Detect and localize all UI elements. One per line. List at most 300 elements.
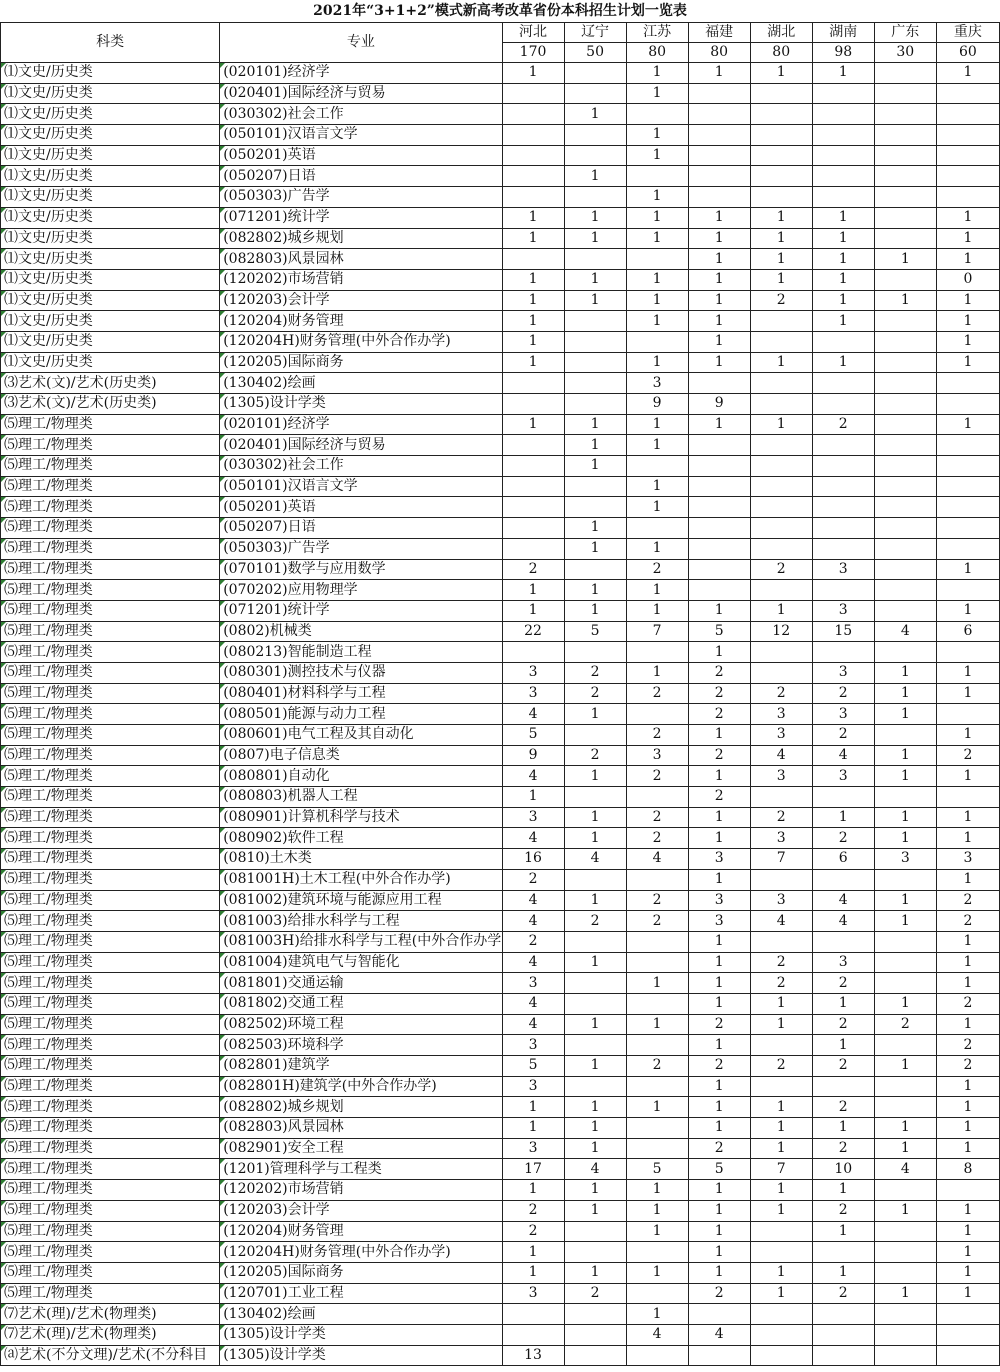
quota-cell <box>750 187 812 208</box>
quota-cell: 1 <box>688 352 750 373</box>
table-row <box>1 1159 1000 1180</box>
quota-cell: 2 <box>502 1221 564 1242</box>
quota-cell <box>688 125 750 146</box>
quota-cell <box>564 642 626 663</box>
major-cell: (1201)管理科学与工程类 <box>220 1159 502 1180</box>
quota-cell: 1 <box>874 1118 936 1139</box>
quota-cell: 1 <box>750 207 812 228</box>
table-row <box>1 1242 1000 1263</box>
table-row <box>1 518 1000 539</box>
table-row <box>1 63 1000 84</box>
quota-cell: 1 <box>936 1014 999 1035</box>
quota-cell: 1 <box>688 269 750 290</box>
quota-cell: 1 <box>688 766 750 787</box>
quota-cell: 1 <box>564 704 626 725</box>
table-row <box>1 559 1000 580</box>
quota-cell: 1 <box>626 414 688 435</box>
table-row <box>1 993 1000 1014</box>
quota-cell: 1 <box>564 1200 626 1221</box>
category-cell: ⑸理工/物理类 <box>1 973 220 994</box>
quota-cell: 1 <box>688 207 750 228</box>
category-cell: ⑶艺术(文)/艺术(历史类) <box>1 394 220 415</box>
major-cell: (030302)社会工作 <box>220 104 502 125</box>
table-row <box>1 1324 1000 1345</box>
quota-cell: 2 <box>936 1056 999 1077</box>
province-total: 80 <box>750 43 812 63</box>
quota-cell: 1 <box>936 1242 999 1263</box>
quota-cell: 6 <box>936 621 999 642</box>
category-cell: ⑸理工/物理类 <box>1 931 220 952</box>
quota-cell <box>874 352 936 373</box>
quota-cell: 9 <box>502 745 564 766</box>
quota-cell <box>502 373 564 394</box>
quota-cell <box>936 435 999 456</box>
category-cell: ⑸理工/物理类 <box>1 952 220 973</box>
quota-cell <box>626 166 688 187</box>
quota-cell <box>564 869 626 890</box>
quota-cell: 2 <box>564 745 626 766</box>
quota-cell: 1 <box>564 538 626 559</box>
quota-cell <box>688 559 750 580</box>
quota-cell <box>936 538 999 559</box>
category-cell: ⑸理工/物理类 <box>1 497 220 518</box>
province-header: 江苏 <box>626 23 688 43</box>
quota-cell <box>812 1076 874 1097</box>
major-cell: (082801H)建筑学(中外合作办学) <box>220 1076 502 1097</box>
major-cell: (081802)交通工程 <box>220 993 502 1014</box>
quota-cell: 1 <box>688 1097 750 1118</box>
quota-cell: 1 <box>564 207 626 228</box>
major-cell: (050207)日语 <box>220 166 502 187</box>
quota-cell: 3 <box>502 1035 564 1056</box>
major-cell: (070101)数学与应用数学 <box>220 559 502 580</box>
quota-cell <box>502 1304 564 1325</box>
quota-cell: 1 <box>812 249 874 270</box>
category-cell: ⑺艺术(理)/艺术(物理类) <box>1 1304 220 1325</box>
quota-cell <box>688 435 750 456</box>
quota-cell: 12 <box>750 621 812 642</box>
quota-cell: 2 <box>688 1283 750 1304</box>
quota-cell: 3 <box>750 725 812 746</box>
quota-cell: 3 <box>688 849 750 870</box>
table-row <box>1 621 1000 642</box>
quota-cell: 2 <box>812 1200 874 1221</box>
quota-cell <box>564 83 626 104</box>
province-total: 80 <box>688 43 750 63</box>
quota-cell: 1 <box>564 952 626 973</box>
table-row <box>1 538 1000 559</box>
quota-cell: 4 <box>874 621 936 642</box>
quota-cell: 1 <box>688 600 750 621</box>
quota-cell: 2 <box>812 973 874 994</box>
quota-cell <box>874 1242 936 1263</box>
province-header: 福建 <box>688 23 750 43</box>
quota-cell <box>626 104 688 125</box>
quota-cell <box>688 518 750 539</box>
quota-cell <box>874 580 936 601</box>
quota-cell: 1 <box>812 1221 874 1242</box>
table-row <box>1 373 1000 394</box>
quota-cell <box>502 125 564 146</box>
quota-cell <box>812 642 874 663</box>
quota-cell <box>750 456 812 477</box>
quota-cell: 3 <box>750 766 812 787</box>
quota-cell: 1 <box>564 600 626 621</box>
quota-cell <box>812 931 874 952</box>
quota-cell <box>750 373 812 394</box>
major-cell: (120204)财务管理 <box>220 1221 502 1242</box>
quota-cell <box>750 435 812 456</box>
quota-cell: 2 <box>812 725 874 746</box>
quota-cell: 3 <box>502 662 564 683</box>
quota-cell: 1 <box>626 125 688 146</box>
table-row <box>1 1138 1000 1159</box>
table-row <box>1 1076 1000 1097</box>
quota-cell <box>874 63 936 84</box>
quota-cell: 3 <box>812 559 874 580</box>
quota-cell: 3 <box>502 1076 564 1097</box>
quota-cell: 2 <box>750 1056 812 1077</box>
quota-cell: 1 <box>688 1221 750 1242</box>
quota-cell <box>936 104 999 125</box>
quota-cell: 1 <box>564 518 626 539</box>
quota-cell: 5 <box>502 725 564 746</box>
quota-cell: 1 <box>688 290 750 311</box>
quota-cell: 2 <box>812 1283 874 1304</box>
category-cell: ⑴文史/历史类 <box>1 166 220 187</box>
quota-cell <box>564 931 626 952</box>
quota-cell: 1 <box>626 228 688 249</box>
table-row <box>1 1221 1000 1242</box>
quota-cell: 1 <box>626 580 688 601</box>
quota-cell <box>750 1324 812 1345</box>
category-cell: ⑸理工/物理类 <box>1 662 220 683</box>
quota-cell: 1 <box>688 807 750 828</box>
table-row <box>1 1097 1000 1118</box>
quota-cell: 1 <box>812 269 874 290</box>
quota-cell: 1 <box>564 1262 626 1283</box>
table-row <box>1 869 1000 890</box>
quota-cell: 7 <box>626 621 688 642</box>
quota-cell: 17 <box>502 1159 564 1180</box>
quota-cell <box>874 476 936 497</box>
quota-cell: 4 <box>874 1159 936 1180</box>
quota-cell <box>936 787 999 808</box>
quota-cell: 2 <box>688 683 750 704</box>
quota-cell: 1 <box>626 145 688 166</box>
quota-cell: 16 <box>502 849 564 870</box>
quota-cell <box>688 456 750 477</box>
quota-cell <box>874 538 936 559</box>
quota-cell <box>502 145 564 166</box>
table-row <box>1 890 1000 911</box>
quota-cell <box>874 269 936 290</box>
table-row <box>1 207 1000 228</box>
quota-cell <box>750 83 812 104</box>
category-cell: ⑸理工/物理类 <box>1 435 220 456</box>
major-cell: (0802)机械类 <box>220 621 502 642</box>
quota-cell: 1 <box>626 1304 688 1325</box>
quota-cell: 1 <box>750 1014 812 1035</box>
quota-cell: 1 <box>936 1262 999 1283</box>
quota-cell <box>564 394 626 415</box>
quota-cell <box>936 394 999 415</box>
quota-cell: 4 <box>750 745 812 766</box>
quota-cell <box>626 869 688 890</box>
major-cell: (120203)会计学 <box>220 1200 502 1221</box>
quota-cell <box>936 1324 999 1345</box>
quota-cell: 1 <box>626 538 688 559</box>
quota-cell <box>750 538 812 559</box>
table-row <box>1 600 1000 621</box>
quota-cell: 1 <box>626 1200 688 1221</box>
quota-cell <box>750 518 812 539</box>
quota-cell: 1 <box>750 228 812 249</box>
quota-cell: 4 <box>502 911 564 932</box>
quota-cell <box>812 125 874 146</box>
quota-cell: 1 <box>936 559 999 580</box>
quota-cell: 1 <box>564 269 626 290</box>
page-title: 2021年“3+1+2”模式新高考改革省份本科招生计划一览表 <box>313 3 687 19</box>
category-cell: ⑸理工/物理类 <box>1 683 220 704</box>
quota-cell: 1 <box>564 890 626 911</box>
quota-cell: 1 <box>936 414 999 435</box>
major-cell: (1305)设计学类 <box>220 1345 502 1366</box>
quota-cell <box>812 497 874 518</box>
quota-cell <box>688 145 750 166</box>
quota-cell <box>874 1262 936 1283</box>
quota-cell <box>812 104 874 125</box>
major-cell: (080501)能源与动力工程 <box>220 704 502 725</box>
quota-cell: 2 <box>626 807 688 828</box>
quota-cell <box>750 331 812 352</box>
quota-cell <box>750 662 812 683</box>
major-cell: (082801)建筑学 <box>220 1056 502 1077</box>
quota-cell: 2 <box>626 725 688 746</box>
table-row <box>1 352 1000 373</box>
quota-cell: 5 <box>688 621 750 642</box>
quota-cell <box>812 331 874 352</box>
quota-cell: 2 <box>626 890 688 911</box>
quota-cell <box>936 166 999 187</box>
quota-cell <box>502 435 564 456</box>
quota-cell <box>874 559 936 580</box>
major-cell: (080601)电气工程及其自动化 <box>220 725 502 746</box>
major-cell: (120205)国际商务 <box>220 1262 502 1283</box>
quota-cell <box>812 394 874 415</box>
category-cell: ⑸理工/物理类 <box>1 828 220 849</box>
major-cell: (082803)风景园林 <box>220 249 502 270</box>
quota-cell <box>564 125 626 146</box>
quota-cell <box>936 1345 999 1366</box>
quota-cell <box>874 787 936 808</box>
quota-cell: 1 <box>688 973 750 994</box>
quota-cell <box>564 249 626 270</box>
quota-cell: 1 <box>750 414 812 435</box>
quota-cell: 4 <box>812 911 874 932</box>
quota-cell <box>750 1304 812 1325</box>
quota-cell <box>874 1345 936 1366</box>
quota-cell: 9 <box>626 394 688 415</box>
quota-cell <box>936 518 999 539</box>
quota-cell: 7 <box>750 849 812 870</box>
quota-cell: 1 <box>874 1056 936 1077</box>
major-cell: (120202)市场营销 <box>220 1180 502 1201</box>
category-cell: ⑺艺术(理)/艺术(物理类) <box>1 1324 220 1345</box>
quota-cell <box>812 435 874 456</box>
quota-cell <box>874 1304 936 1325</box>
quota-cell: 2 <box>688 1014 750 1035</box>
quota-cell: 3 <box>812 704 874 725</box>
quota-cell: 3 <box>936 849 999 870</box>
quota-cell: 0 <box>936 269 999 290</box>
category-cell: ⑸理工/物理类 <box>1 745 220 766</box>
quota-cell <box>502 104 564 125</box>
category-cell: ⑸理工/物理类 <box>1 890 220 911</box>
quota-cell: 1 <box>688 1242 750 1263</box>
major-cell: (120203)会计学 <box>220 290 502 311</box>
quota-cell: 1 <box>626 83 688 104</box>
quota-cell: 1 <box>502 63 564 84</box>
quota-cell: 1 <box>874 662 936 683</box>
category-cell: ⑴文史/历史类 <box>1 352 220 373</box>
category-cell: ⒜艺术(不分文理)/艺术(不分科目 <box>1 1345 220 1366</box>
quota-cell <box>812 456 874 477</box>
quota-cell: 1 <box>688 228 750 249</box>
category-cell: ⑴文史/历史类 <box>1 125 220 146</box>
quota-cell: 4 <box>502 704 564 725</box>
major-cell: (120204H)财务管理(中外合作办学) <box>220 1242 502 1263</box>
quota-cell <box>626 456 688 477</box>
table-row <box>1 125 1000 146</box>
quota-cell <box>564 187 626 208</box>
province-header: 湖北 <box>750 23 812 43</box>
quota-cell: 1 <box>750 269 812 290</box>
quota-cell <box>874 952 936 973</box>
quota-cell: 4 <box>812 890 874 911</box>
quota-cell <box>750 1242 812 1263</box>
quota-cell: 3 <box>688 911 750 932</box>
quota-cell: 5 <box>688 1159 750 1180</box>
quota-cell <box>936 187 999 208</box>
quota-cell: 5 <box>502 1056 564 1077</box>
major-cell: (081001H)土木工程(中外合作办学) <box>220 869 502 890</box>
quota-cell <box>750 1035 812 1056</box>
table-row <box>1 104 1000 125</box>
quota-cell: 1 <box>502 580 564 601</box>
quota-cell: 1 <box>750 1200 812 1221</box>
quota-cell: 1 <box>688 249 750 270</box>
quota-cell: 1 <box>564 1097 626 1118</box>
quota-cell <box>626 1283 688 1304</box>
category-cell: ⑸理工/物理类 <box>1 1283 220 1304</box>
major-cell: (080801)自动化 <box>220 766 502 787</box>
category-cell: ⑴文史/历史类 <box>1 249 220 270</box>
quota-cell <box>874 187 936 208</box>
quota-cell: 1 <box>564 828 626 849</box>
quota-cell: 1 <box>812 352 874 373</box>
quota-cell <box>564 373 626 394</box>
quota-cell: 1 <box>502 1262 564 1283</box>
category-cell: ⑸理工/物理类 <box>1 1097 220 1118</box>
quota-cell: 1 <box>874 993 936 1014</box>
quota-cell <box>626 1035 688 1056</box>
quota-cell <box>502 538 564 559</box>
quota-cell: 1 <box>688 1180 750 1201</box>
major-cell: (1305)设计学类 <box>220 1324 502 1345</box>
quota-cell: 4 <box>502 766 564 787</box>
quota-cell <box>874 145 936 166</box>
quota-cell: 1 <box>626 311 688 332</box>
quota-cell: 1 <box>936 662 999 683</box>
quota-cell: 1 <box>564 414 626 435</box>
quota-cell <box>812 538 874 559</box>
quota-cell <box>750 1345 812 1366</box>
quota-cell <box>874 725 936 746</box>
quota-cell <box>936 580 999 601</box>
quota-cell <box>750 311 812 332</box>
quota-cell <box>874 973 936 994</box>
quota-cell: 2 <box>812 683 874 704</box>
quota-cell <box>626 331 688 352</box>
category-cell: ⑸理工/物理类 <box>1 538 220 559</box>
category-cell: ⑸理工/物理类 <box>1 1076 220 1097</box>
quota-cell: 1 <box>626 207 688 228</box>
quota-cell <box>502 497 564 518</box>
major-cell: (081003)给排水科学与工程 <box>220 911 502 932</box>
quota-cell: 1 <box>812 807 874 828</box>
quota-cell <box>874 125 936 146</box>
major-cell: (130402)绘画 <box>220 373 502 394</box>
quota-cell <box>564 1242 626 1263</box>
quota-cell: 1 <box>874 249 936 270</box>
quota-cell: 4 <box>502 828 564 849</box>
category-cell: ⑸理工/物理类 <box>1 518 220 539</box>
quota-cell: 1 <box>564 1138 626 1159</box>
major-cell: (050303)广告学 <box>220 187 502 208</box>
quota-cell: 3 <box>874 849 936 870</box>
quota-cell: 1 <box>750 63 812 84</box>
quota-cell: 4 <box>502 1014 564 1035</box>
quota-cell <box>750 476 812 497</box>
province-header: 河北 <box>502 23 564 43</box>
table-row <box>1 725 1000 746</box>
major-cell: (071201)统计学 <box>220 207 502 228</box>
quota-cell: 1 <box>936 828 999 849</box>
quota-cell: 3 <box>750 828 812 849</box>
quota-cell: 1 <box>750 249 812 270</box>
quota-cell: 1 <box>936 1138 999 1159</box>
category-cell: ⑸理工/物理类 <box>1 1118 220 1139</box>
quota-cell: 2 <box>750 290 812 311</box>
category-cell: ⑴文史/历史类 <box>1 311 220 332</box>
quota-cell <box>564 1345 626 1366</box>
quota-cell: 1 <box>750 1138 812 1159</box>
major-cell: (030302)社会工作 <box>220 456 502 477</box>
quota-cell <box>626 642 688 663</box>
quota-cell: 1 <box>750 1180 812 1201</box>
quota-cell <box>564 559 626 580</box>
quota-cell <box>812 166 874 187</box>
quota-cell <box>750 394 812 415</box>
table-row <box>1 394 1000 415</box>
table-body <box>1 63 1000 1366</box>
quota-cell: 1 <box>936 869 999 890</box>
quota-cell: 1 <box>874 890 936 911</box>
major-cell: (1305)设计学类 <box>220 394 502 415</box>
quota-cell: 3 <box>812 952 874 973</box>
quota-cell: 3 <box>812 600 874 621</box>
